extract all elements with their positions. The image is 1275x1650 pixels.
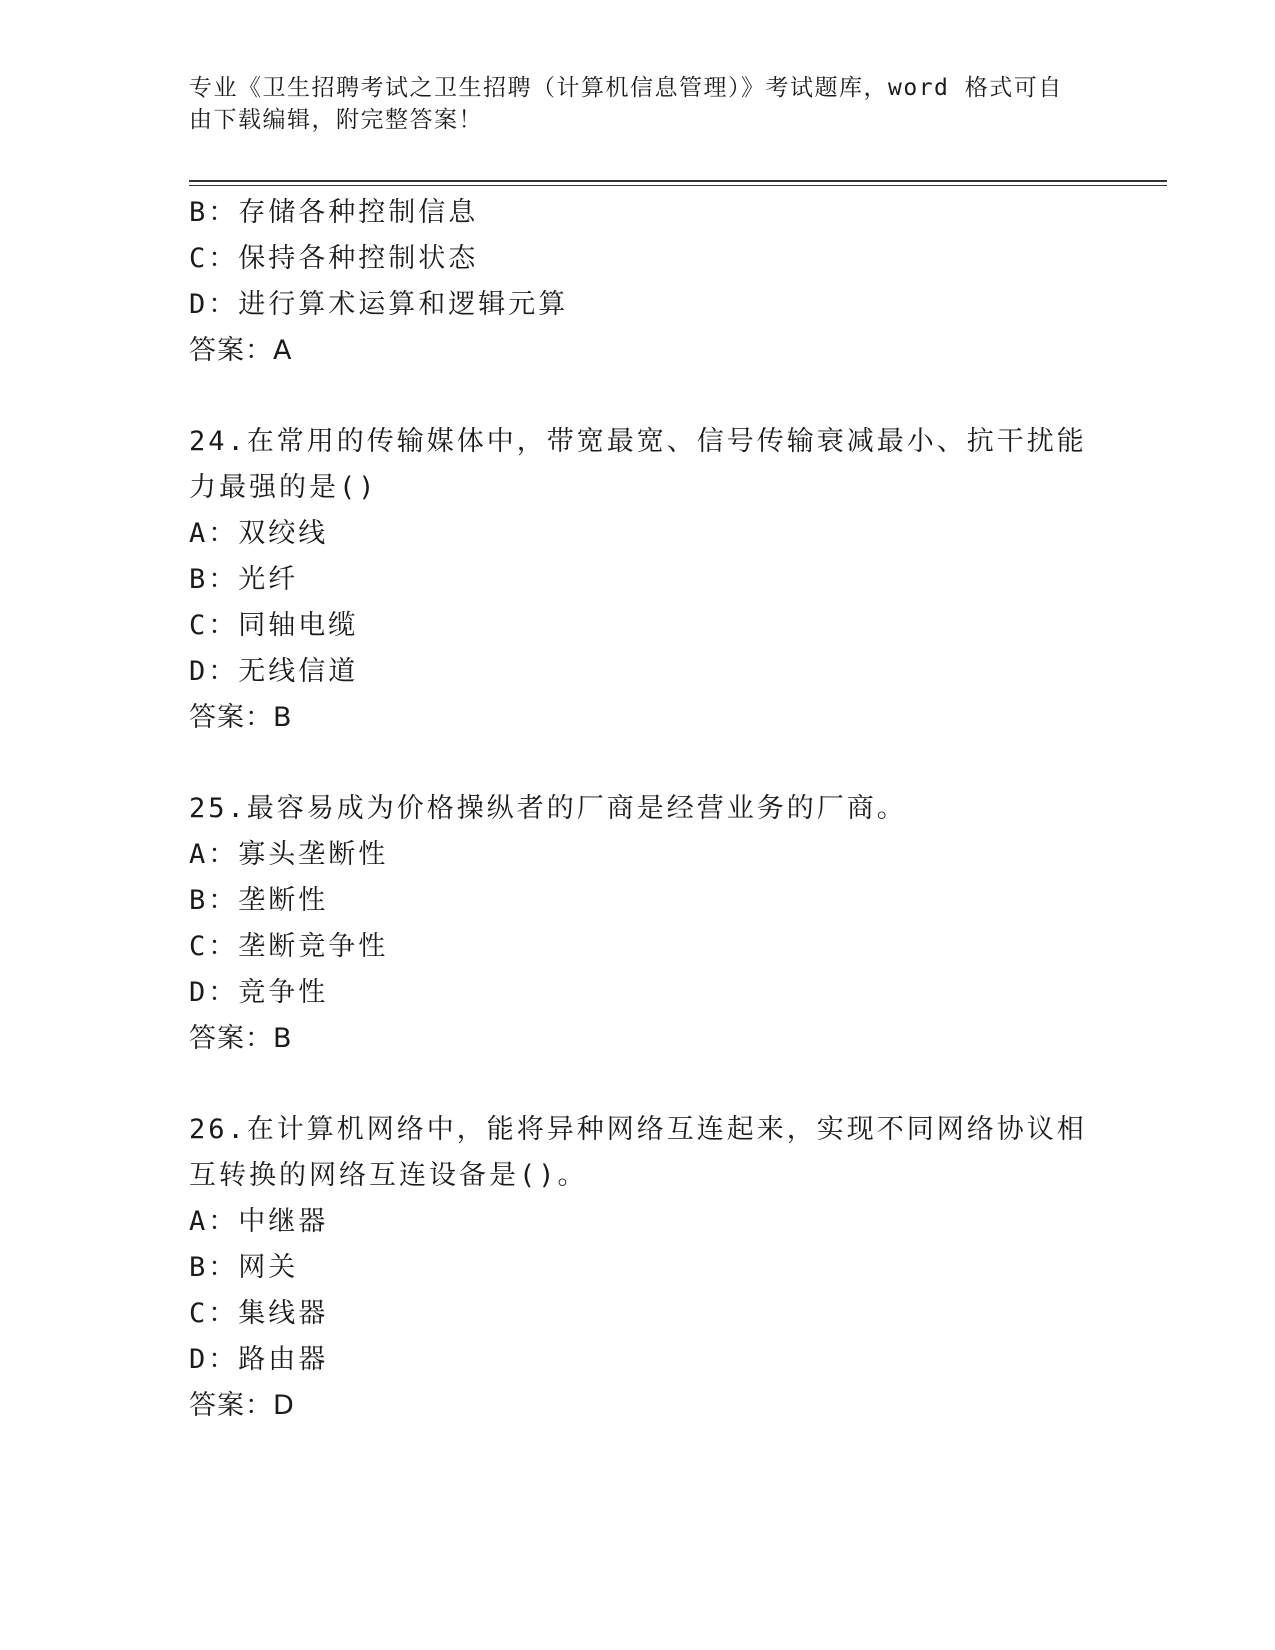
question-23-block	[189, 190, 1089, 374]
option-b: B：垄断性	[189, 885, 329, 916]
question-26-block	[189, 1107, 1089, 1429]
option-c: C：集线器	[189, 1298, 329, 1329]
option-b: B：网关	[189, 1252, 299, 1283]
answer: 答案：D	[189, 1390, 295, 1421]
option-a: A：中继器	[189, 1206, 329, 1237]
question-stem: 24.在常用的传输媒体中，带宽最宽、信号传输衰减最小、抗干扰能力最强的是()	[189, 426, 1087, 503]
option-a: A：双绞线	[189, 518, 329, 549]
answer: 答案：A	[189, 335, 293, 366]
option-d: D：无线信道	[189, 656, 359, 687]
question-24-block	[189, 419, 1089, 741]
question-stem: 26.在计算机网络中，能将异种网络互连起来，实现不同网络协议相互转换的网络互连设备是()。	[189, 1114, 1087, 1191]
answer: 答案：B	[189, 1023, 293, 1054]
option-d: D：路由器	[189, 1344, 329, 1375]
question-25-block	[189, 786, 1089, 1062]
option-d: D：进行算术运算和逻辑元算	[189, 289, 569, 320]
option-b: B：光纤	[189, 564, 299, 595]
document-body	[189, 190, 1089, 1429]
spacer	[189, 1062, 1089, 1107]
option-c: C：同轴电缆	[189, 610, 359, 641]
spacer	[189, 374, 1089, 419]
header-rule-thick	[189, 180, 1167, 182]
question-stem: 25.最容易成为价格操纵者的厂商是经营业务的厂商。	[189, 793, 907, 824]
header-rule-thin	[189, 185, 1167, 186]
option-d: D：竞争性	[189, 977, 329, 1008]
option-c: C：垄断竞争性	[189, 931, 389, 962]
option-b: B：存储各种控制信息	[189, 197, 479, 228]
option-c: C：保持各种控制状态	[189, 243, 479, 274]
option-a: A：寡头垄断性	[189, 839, 389, 870]
document-header: 专业《卫生招聘考试之卫生招聘（计算机信息管理）》考试题库，word 格式可自由下载编辑，附完整答案！	[189, 75, 1063, 133]
answer: 答案：B	[189, 702, 293, 733]
spacer	[189, 741, 1089, 786]
